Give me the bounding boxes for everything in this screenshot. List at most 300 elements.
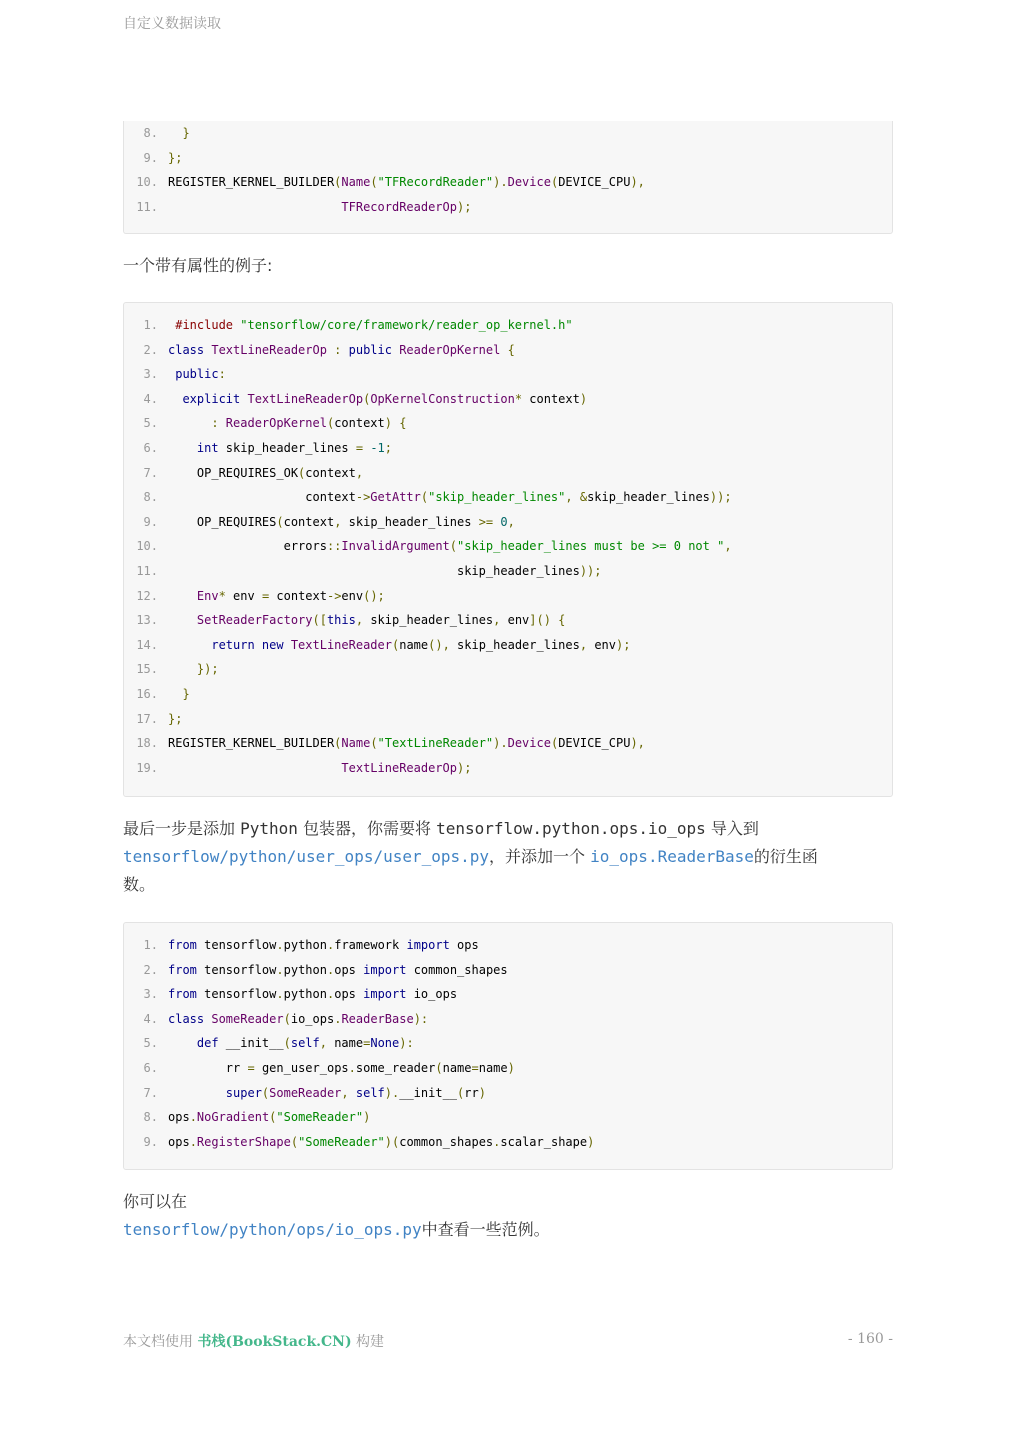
text: 你可以在 (123, 1192, 188, 1211)
code-token: SomeReader (269, 1085, 342, 1100)
code-token: ) (587, 1134, 595, 1149)
code-line (124, 731, 892, 756)
code-token: io_ops (406, 987, 458, 1002)
line-number: 2. (143, 962, 158, 977)
code-line (124, 682, 892, 707)
code-token: TextLineReaderOp (204, 342, 327, 357)
code-token: int (168, 441, 219, 455)
code-token: python (283, 938, 327, 952)
code-token: gen_user_ops (254, 1061, 349, 1075)
code-token: python (283, 987, 327, 1002)
code-token: env (500, 613, 530, 628)
line-number: 8. (143, 126, 158, 140)
code-token: TextLineReader (283, 637, 392, 652)
line-number: 1. (143, 938, 158, 952)
code-token: = (355, 441, 364, 455)
code-token: = (363, 1036, 371, 1051)
line-number: 18. (136, 736, 158, 751)
code-token: Name (341, 736, 371, 751)
code-token: = (247, 1061, 255, 1075)
code-token: ( (261, 1085, 270, 1100)
code-text (168, 958, 508, 983)
text: ，并添加一个 (489, 847, 591, 866)
code-token: ( (370, 175, 378, 190)
code-token: rr (168, 1061, 248, 1075)
line-number: 15. (136, 662, 158, 677)
code-line (124, 608, 892, 633)
line-number: 9. (143, 514, 158, 529)
code-text (168, 1130, 594, 1155)
code-token: ( (420, 490, 429, 505)
code-token: ( (370, 736, 378, 751)
code-token: }; (168, 711, 183, 726)
code-token: __init__ (399, 1085, 458, 1100)
code-token: : (218, 367, 226, 382)
code-line (124, 146, 892, 171)
code-token: ops (334, 987, 364, 1002)
code-token: skip_header_lines (341, 514, 479, 529)
line-number: 6. (143, 1061, 158, 1075)
link-user-ops-py[interactable]: tensorflow/python/user_ops/user_ops.py (123, 847, 490, 866)
code-token: 0 (493, 514, 508, 529)
code-token: , (507, 514, 515, 529)
code-token: ( (391, 637, 400, 652)
code-text (168, 313, 573, 338)
code-token: ) (579, 391, 588, 406)
code-line (124, 1031, 892, 1056)
code-token: name (399, 637, 429, 652)
code-text (168, 121, 190, 146)
code-token: context (522, 391, 580, 406)
code-token: SomeReader (204, 1011, 284, 1026)
code-token: name (326, 1036, 364, 1051)
code-text (168, 1056, 515, 1081)
code-token: )); (579, 564, 602, 578)
code-token: import (363, 962, 407, 977)
code-token: name (442, 1061, 472, 1075)
code-text (168, 485, 732, 510)
code-token: }; (168, 150, 183, 165)
code-token: InvalidArgument (341, 539, 450, 554)
code-token: env (341, 588, 364, 603)
code-token: env (225, 588, 262, 603)
code-token: , (579, 637, 588, 652)
code-token: skip_header_lines (218, 441, 356, 455)
code-token: . (276, 962, 284, 977)
code-token: from (168, 987, 197, 1002)
code-token: . (189, 1110, 197, 1125)
footer-prefix: 本文档使用 (123, 1334, 198, 1350)
code-token: None (370, 1036, 400, 1051)
line-number: 19. (136, 760, 158, 775)
code-text (168, 338, 515, 363)
code-token: context (305, 465, 356, 480)
code-token: ); (456, 199, 472, 214)
code-text (168, 510, 515, 535)
code-token: framework (334, 938, 407, 952)
line-number: 11. (136, 199, 158, 214)
code-token: , (341, 1085, 349, 1100)
code-text (168, 756, 471, 781)
code-token: ops (168, 1134, 190, 1149)
code-token: : (168, 416, 219, 431)
code-text (168, 146, 182, 171)
code-token: ( (363, 391, 371, 406)
code-token: * (514, 391, 523, 406)
code-token: ( (457, 1085, 465, 1100)
footer-suffix: 构建 (351, 1334, 385, 1350)
code-text (168, 1007, 428, 1032)
code-token: scalar_shape (500, 1134, 588, 1149)
code-text (168, 170, 645, 195)
code-token: -> (355, 490, 371, 505)
code-token: skip_header_lines (587, 490, 710, 505)
line-number: 12. (136, 588, 158, 603)
code-token: common_shapes (399, 1134, 494, 1149)
code-token: "tensorflow/core/framework/reader_op_kernel.h" (233, 318, 573, 332)
code-token: DEVICE_CPU (558, 736, 631, 751)
code-token: new (254, 637, 284, 652)
code-text (168, 608, 565, 633)
code-text (168, 534, 732, 559)
code-token: ( (326, 416, 335, 431)
code-line (124, 958, 892, 983)
code-token: ([ (312, 613, 327, 628)
code-token: . (189, 1134, 197, 1149)
code-line (124, 933, 892, 958)
code-token: "TFRecordReader" (377, 175, 494, 190)
code-token: . (276, 987, 284, 1002)
code-token: REGISTER_KERNEL_BUILDER (168, 736, 335, 751)
code-token: ( (283, 1011, 291, 1026)
code-line (124, 338, 892, 363)
code-line (124, 982, 892, 1007)
code-block-python-wrapper (123, 922, 893, 1170)
code-text (168, 584, 385, 609)
line-number: 1. (143, 318, 158, 332)
code-token: context (168, 490, 356, 505)
code-token: :: (326, 539, 342, 554)
code-token: ReaderOpKernel (218, 416, 327, 431)
code-line (124, 362, 892, 387)
code-line (124, 1007, 892, 1032)
code-text (168, 461, 363, 486)
bookstack-link[interactable]: 书栈(BookStack.CN) (197, 1334, 352, 1350)
code-token: OP_REQUIRES (168, 514, 277, 529)
code-token: tensorflow (196, 987, 277, 1002)
code-token: skip_header_lines (449, 637, 580, 652)
code-token: "skip_header_lines must be >= 0 not " (457, 539, 725, 554)
code-text (168, 1105, 370, 1130)
line-number: 5. (143, 1036, 158, 1051)
code-token: class (168, 342, 205, 357)
code-token: some_reader (355, 1061, 436, 1075)
page-number: - 160 - (847, 1331, 893, 1347)
code-token: . (276, 938, 284, 952)
code-token: super (168, 1085, 262, 1100)
code-token (168, 126, 182, 140)
code-token: ]() { (529, 613, 566, 628)
code-token: -> (326, 588, 342, 603)
code-token: RegisterShape (196, 1134, 291, 1149)
code-text (168, 1081, 486, 1106)
line-number: 3. (143, 367, 158, 382)
code-token: ( (435, 1061, 443, 1075)
code-token: python (283, 962, 327, 977)
code-token: "TextLineReader" (377, 736, 494, 751)
code-token: Name (341, 175, 371, 190)
code-token: , (334, 514, 342, 529)
code-text (168, 195, 471, 220)
line-number: 5. (143, 416, 158, 431)
text: 中查看一些范例。 (421, 1220, 550, 1239)
code-token: self (348, 1085, 385, 1100)
code-token: name (478, 1061, 508, 1075)
code-token: "SomeReader" (298, 1134, 385, 1149)
code-line (124, 559, 892, 584)
line-number: 7. (143, 465, 158, 480)
code-token (168, 761, 341, 775)
code-line (124, 170, 892, 195)
code-token: common_shapes (406, 962, 508, 977)
code-token (168, 200, 341, 214)
code-token: io_ops (290, 1011, 335, 1026)
code-line (124, 313, 892, 338)
code-token: skip_header_lines (168, 564, 580, 578)
code-token: . (326, 938, 335, 952)
link-io-ops-py[interactable]: tensorflow/python/ops/io_ops.py (123, 1220, 422, 1239)
code-token: )( (384, 1134, 400, 1149)
code-token: context (283, 514, 335, 529)
text: 导入到 (705, 819, 759, 838)
code-token: skip_header_lines (363, 613, 494, 628)
line-number: 9. (143, 150, 158, 165)
line-number: 9. (143, 1134, 158, 1149)
code-line (124, 534, 892, 559)
link-reader-base[interactable]: io_ops.ReaderBase (590, 847, 754, 866)
code-token: ( (550, 736, 559, 751)
line-number: 6. (143, 441, 158, 455)
code-token: Env (168, 588, 219, 603)
code-token: ( (283, 1036, 291, 1051)
code-token: } (168, 687, 190, 701)
text: 包装器，你需要将 (297, 819, 437, 838)
code-line (124, 756, 892, 781)
code-line (124, 1056, 892, 1081)
line-number: 10. (136, 539, 158, 554)
code-line (124, 461, 892, 486)
code-token: ops (449, 938, 479, 952)
code-token: "SomeReader" (276, 1110, 364, 1125)
code-token: DEVICE_CPU (558, 175, 631, 190)
code-token: self (290, 1036, 320, 1051)
code-token: * (218, 588, 226, 603)
text: 数。 (123, 875, 156, 894)
code-token: ): (399, 1036, 414, 1051)
code-token: ) (507, 1061, 515, 1075)
code-line (124, 436, 892, 461)
code-line (124, 584, 892, 609)
code-token: ) { (384, 416, 407, 431)
code-token: )); (709, 490, 732, 505)
code-token: (), (428, 637, 450, 652)
line-number: 3. (143, 987, 158, 1002)
footer-credit (123, 1331, 384, 1351)
code-token: SetReaderFactory (168, 613, 313, 628)
code-block-tfrecord-end (123, 121, 893, 234)
code-token: ) (478, 1085, 486, 1100)
code-token: ). (384, 1085, 400, 1100)
code-token: ); (456, 760, 472, 775)
code-token: . (493, 1134, 501, 1149)
code-token: return (168, 637, 255, 652)
line-number: 4. (143, 1011, 158, 1026)
code-line (124, 1105, 892, 1130)
code-token: errors (168, 539, 327, 554)
code-line (124, 1130, 892, 1155)
code-token: "skip_header_lines" (428, 490, 566, 505)
code-block-textline-reader (123, 302, 893, 797)
code-token: ReaderBase (341, 1011, 414, 1026)
code-token: #include (168, 318, 234, 332)
code-text (168, 559, 602, 584)
code-token: ). (493, 175, 508, 190)
code-text (168, 362, 226, 387)
code-text (168, 657, 219, 682)
code-text (168, 682, 190, 707)
code-token: this (326, 613, 356, 628)
code-token: OpKernelConstruction (370, 391, 515, 406)
code-line (124, 387, 892, 412)
code-token: . (348, 1061, 356, 1075)
code-line (124, 411, 892, 436)
code-line (124, 657, 892, 682)
code-token: = (261, 588, 270, 603)
code-token: env (587, 637, 616, 652)
code-token: OP_REQUIRES_OK (168, 465, 299, 480)
code-token: . (334, 1011, 342, 1026)
code-text (168, 731, 645, 756)
code-token: ops (334, 962, 364, 977)
code-token: ( (334, 736, 342, 751)
code-token: import (406, 938, 450, 952)
line-number: 2. (143, 342, 158, 357)
code-token: context (269, 588, 327, 603)
code-token: ReaderOpKernel (391, 342, 501, 357)
code-token: from (168, 962, 197, 977)
text: 最后一步是添加 (123, 819, 241, 838)
paragraph-examples-reference (123, 1188, 893, 1244)
code-token: ) (363, 1110, 371, 1125)
code-token: } (182, 126, 190, 140)
code-token: >= (478, 514, 494, 529)
code-token: ( (269, 1110, 277, 1125)
code-token: GetAttr (370, 490, 421, 505)
code-token: (); (363, 588, 385, 603)
text: 的衍生函 (753, 847, 818, 866)
code-text (168, 387, 587, 412)
code-token: public (168, 367, 219, 382)
line-number: 8. (143, 490, 158, 505)
line-number: 8. (143, 1110, 158, 1125)
code-token: ). (493, 736, 508, 751)
line-number: 4. (143, 391, 158, 406)
code-token: ( (290, 1134, 299, 1149)
code-token: from (168, 938, 197, 952)
code-token: import (363, 987, 407, 1002)
code-token: ): (413, 1011, 429, 1026)
line-number: 7. (143, 1085, 158, 1100)
code-line (124, 707, 892, 732)
code-token: ops (168, 1110, 190, 1125)
code-line (124, 195, 892, 220)
code-token: . (326, 962, 335, 977)
code-line (124, 1081, 892, 1106)
code-text (168, 707, 182, 732)
inline-code-python: Python (240, 819, 298, 838)
code-line (124, 510, 892, 535)
code-token: def (168, 1036, 219, 1051)
line-number: 13. (136, 613, 158, 628)
code-token: __init__ (218, 1036, 284, 1051)
line-number: 17. (136, 711, 158, 726)
code-line (124, 633, 892, 658)
line-number: 16. (136, 687, 158, 701)
code-token: = (471, 1061, 479, 1075)
running-header: 自定义数据读取 (123, 16, 221, 32)
code-token: , (355, 613, 364, 628)
code-token: , (355, 465, 364, 480)
code-token: TextLineReaderOp (240, 391, 364, 406)
code-token: ); (616, 637, 631, 652)
line-number: 10. (136, 175, 158, 190)
code-token: TextLineReaderOp (341, 760, 457, 775)
code-token: : (326, 342, 342, 357)
code-token: ( (449, 539, 458, 554)
code-token: -1 (363, 441, 385, 455)
code-token: NoGradient (196, 1110, 270, 1125)
code-token: , & (565, 490, 588, 505)
code-text (168, 633, 630, 658)
code-text (168, 1031, 414, 1056)
code-token: ), (630, 736, 645, 751)
line-number: 14. (136, 637, 158, 652)
code-token: context (334, 416, 385, 431)
line-number: 11. (136, 564, 158, 578)
code-token: . (326, 987, 335, 1002)
code-token: explicit (168, 391, 241, 406)
code-token: { (500, 342, 515, 357)
code-token: public (341, 342, 392, 357)
code-token: , (724, 539, 732, 554)
code-token: ( (550, 175, 559, 190)
code-token: , (493, 613, 501, 628)
code-token: tensorflow (196, 938, 277, 952)
code-token: ( (334, 175, 342, 190)
code-token: , (319, 1036, 327, 1051)
code-token: tensorflow (196, 962, 277, 977)
paragraph-python-wrapper (123, 815, 893, 899)
code-token: }); (168, 662, 219, 677)
code-line (124, 485, 892, 510)
code-token: Device (507, 175, 551, 190)
code-token: ( (298, 465, 306, 480)
inline-code-io-ops-module: tensorflow.python.ops.io_ops (436, 819, 706, 838)
code-line (124, 121, 892, 146)
code-text (168, 982, 457, 1007)
code-text (168, 411, 406, 436)
code-token: TFRecordReaderOp (341, 199, 457, 214)
